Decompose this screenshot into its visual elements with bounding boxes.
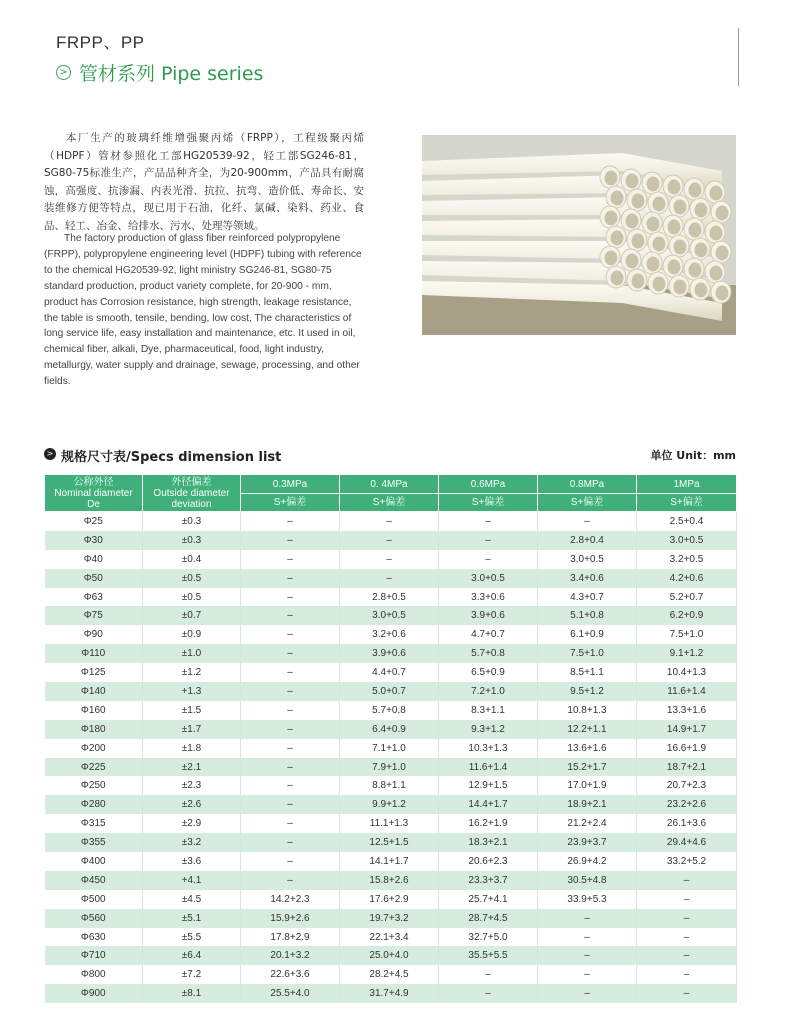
cell-thickness: 4.7+0.7 xyxy=(439,625,538,644)
pipe-bore xyxy=(653,277,666,292)
cell-nominal: Φ180 xyxy=(45,720,143,739)
cell-thickness: 26.1+3.6 xyxy=(637,814,737,833)
pipe-bore xyxy=(632,234,645,249)
pipe-bore xyxy=(611,231,624,246)
cell-thickness: 30.5+4.8 xyxy=(538,871,637,890)
cell-thickness: 3.2+0.6 xyxy=(340,625,439,644)
circle-arrow-icon: > xyxy=(56,65,71,80)
pipe-bore xyxy=(716,206,729,221)
cell-nominal: Φ125 xyxy=(45,663,143,682)
cell-thickness: 15.2+1.7 xyxy=(538,758,637,777)
cell-thickness: 29.4+4.6 xyxy=(637,833,737,852)
cell-deviation: ±5.1 xyxy=(143,909,241,928)
cell-thickness: 11.1+1.3 xyxy=(340,814,439,833)
cell-thickness: – xyxy=(538,965,637,984)
series-title-line xyxy=(56,59,263,86)
cell-thickness: 10.3+1.3 xyxy=(439,739,538,758)
cell-thickness: 8.5+1.1 xyxy=(538,663,637,682)
col-header-pressure: 0.6MPa xyxy=(439,475,538,494)
cell-thickness: 35.5+5.5 xyxy=(439,946,538,965)
cell-thickness: – xyxy=(439,550,538,569)
table-row xyxy=(45,871,737,890)
cell-thickness: 4.2+0.6 xyxy=(637,569,737,588)
cell-thickness: 4.4+0.7 xyxy=(340,663,439,682)
cell-nominal: Φ900 xyxy=(45,984,143,1003)
cell-thickness: – xyxy=(637,909,737,928)
cell-deviation: ±8.1 xyxy=(143,984,241,1003)
cell-deviation: +4.1 xyxy=(143,871,241,890)
cell-thickness: 3.0+0.5 xyxy=(637,531,737,550)
cell-nominal: Φ140 xyxy=(45,682,143,701)
pipe-bore xyxy=(695,283,708,298)
cell-thickness: 5.2+0.7 xyxy=(637,588,737,607)
cell-thickness: 8.3+1.1 xyxy=(439,701,538,720)
cell-thickness: 28.2+4.5 xyxy=(340,965,439,984)
cell-thickness: – xyxy=(241,814,340,833)
intro-english: The factory production of glass fiber reinforced polypropylene (FRPP), polypropylene engineering level (HDPF) tubing with reference to the chemical HG20539-92, light ministry SG246-81, SG80-75 standard production, product variety complete, for 20-900 - mm, product has Corrosion resistance, high strength, leakage resistance, the table is smooth, tensile, bending, low cost, The characteristics of long service life, easy installation and maintenance, etc. It used in oil, chemical fiber, alkali, Dye, pharmaceutical, food, light industry, metallurgy, water supply and drainage, sewage, processing, and other fields. xyxy=(44,233,362,388)
col-header-pressure: 0. 4MPa xyxy=(340,475,439,494)
pipe-bore xyxy=(689,183,702,198)
pipe-bore xyxy=(668,180,681,195)
cell-nominal: Φ110 xyxy=(45,644,143,663)
cell-thickness: – xyxy=(241,569,340,588)
specs-title: 规格尺寸表/Specs dimension list xyxy=(61,450,282,465)
cell-deviation: ±2.9 xyxy=(143,814,241,833)
cell-thickness: – xyxy=(241,682,340,701)
specs-table xyxy=(44,474,737,1003)
cell-thickness: – xyxy=(637,928,737,947)
cell-deviation: ±3.6 xyxy=(143,852,241,871)
pipe-bore xyxy=(647,177,660,192)
cell-thickness: 12.9+1.5 xyxy=(439,776,538,795)
col-subheader: S+偏差 xyxy=(538,494,637,512)
table-row xyxy=(45,588,737,607)
cell-deviation: +1.3 xyxy=(143,682,241,701)
cell-nominal: Φ200 xyxy=(45,739,143,758)
cell-thickness: 13.6+1.6 xyxy=(538,739,637,758)
cell-deviation: ±6.4 xyxy=(143,946,241,965)
cell-thickness: – xyxy=(439,984,538,1003)
cell-nominal: Φ315 xyxy=(45,814,143,833)
cell-nominal: Φ280 xyxy=(45,795,143,814)
cell-thickness: 3.0+0.5 xyxy=(439,569,538,588)
cell-thickness: – xyxy=(241,852,340,871)
table-row xyxy=(45,909,737,928)
brand-label: FRPP、PP xyxy=(56,33,145,52)
pipe-bore xyxy=(674,200,687,215)
cell-thickness: 17.0+1.9 xyxy=(538,776,637,795)
cell-thickness: – xyxy=(241,588,340,607)
pipe-bore xyxy=(611,271,624,286)
cell-thickness: 25.5+4.0 xyxy=(241,984,340,1003)
pipe-bore xyxy=(710,266,723,281)
cell-thickness: – xyxy=(241,739,340,758)
cell-thickness: 23.9+3.7 xyxy=(538,833,637,852)
cell-thickness: 6.2+0.9 xyxy=(637,606,737,625)
pipe-bore xyxy=(605,171,618,186)
col-header-pressure: 0.8MPa xyxy=(538,475,637,494)
pipe-bore xyxy=(710,186,723,201)
cell-thickness: 19.7+3.2 xyxy=(340,909,439,928)
cell-thickness: 25.7+4.1 xyxy=(439,890,538,909)
cell-deviation: ±0.3 xyxy=(143,531,241,550)
cell-thickness: 33.9+5.3 xyxy=(538,890,637,909)
cell-thickness: 15.8+2.6 xyxy=(340,871,439,890)
col-header-pressure: 1MPa xyxy=(637,475,737,494)
cell-nominal: Φ225 xyxy=(45,758,143,777)
cell-thickness: 9.5+1.2 xyxy=(538,682,637,701)
pipe-bore xyxy=(668,260,681,275)
table-row xyxy=(45,928,737,947)
cell-thickness: 33.2+5.2 xyxy=(637,852,737,871)
cell-deviation: ±1.8 xyxy=(143,739,241,758)
col-header-pressure: 0.3MPa xyxy=(241,475,340,494)
cell-deviation: ±3.2 xyxy=(143,833,241,852)
cell-deviation: ±0.5 xyxy=(143,569,241,588)
pipe-bore xyxy=(626,254,639,269)
cell-thickness: 14.4+1.7 xyxy=(439,795,538,814)
cell-thickness: – xyxy=(439,512,538,531)
cell-thickness: 8.8+1.1 xyxy=(340,776,439,795)
cell-thickness: 7.5+1.0 xyxy=(637,625,737,644)
pipe-bore xyxy=(647,217,660,232)
pipe-bore xyxy=(674,280,687,295)
cell-deviation: ±0.5 xyxy=(143,588,241,607)
cell-thickness: 16.2+1.9 xyxy=(439,814,538,833)
cell-nominal: Φ450 xyxy=(45,871,143,890)
cell-thickness: 7.2+1.0 xyxy=(439,682,538,701)
cell-thickness: – xyxy=(538,909,637,928)
col-subheader: S+偏差 xyxy=(241,494,340,512)
cell-thickness: 17.8+2.9 xyxy=(241,928,340,947)
cell-thickness: 16.6+1.9 xyxy=(637,739,737,758)
table-row xyxy=(45,701,737,720)
cell-thickness: 2.8+0.5 xyxy=(340,588,439,607)
cell-thickness: 18.3+2.1 xyxy=(439,833,538,852)
cell-thickness: 31.7+4.9 xyxy=(340,984,439,1003)
cell-thickness: 7.9+1.0 xyxy=(340,758,439,777)
cell-thickness: – xyxy=(637,890,737,909)
cell-nominal: Φ560 xyxy=(45,909,143,928)
cell-thickness: 14.9+1.7 xyxy=(637,720,737,739)
cell-thickness: – xyxy=(637,871,737,890)
cell-nominal: Φ50 xyxy=(45,569,143,588)
pipe-bore xyxy=(653,197,666,212)
col-header-nominal: 公称外径 Nominal diameter De xyxy=(45,475,143,512)
cell-deviation: ±2.6 xyxy=(143,795,241,814)
cell-thickness: 22.6+3.6 xyxy=(241,965,340,984)
cell-thickness: 7.1+1.0 xyxy=(340,739,439,758)
pipe-bore xyxy=(689,223,702,238)
table-row xyxy=(45,606,737,625)
table-row xyxy=(45,833,737,852)
pipe-bore xyxy=(710,226,723,241)
cell-thickness: – xyxy=(538,928,637,947)
cell-thickness: 7.5+1.0 xyxy=(538,644,637,663)
pipe-bore xyxy=(695,243,708,258)
cell-nominal: Φ160 xyxy=(45,701,143,720)
cell-nominal: Φ800 xyxy=(45,965,143,984)
table-row xyxy=(45,682,737,701)
cell-thickness: – xyxy=(241,758,340,777)
cell-thickness: 20.7+2.3 xyxy=(637,776,737,795)
table-row xyxy=(45,531,737,550)
pipe-bore xyxy=(647,257,660,272)
cell-nominal: Φ400 xyxy=(45,852,143,871)
cell-thickness: 3.4+0.6 xyxy=(538,569,637,588)
cell-thickness: – xyxy=(439,965,538,984)
pipe-bore xyxy=(632,274,645,289)
pipe-bore xyxy=(716,246,729,261)
cell-thickness: 21.2+2.4 xyxy=(538,814,637,833)
cell-thickness: 28.7+4.5 xyxy=(439,909,538,928)
cell-nominal: Φ90 xyxy=(45,625,143,644)
cell-thickness: 5.7+0.8 xyxy=(340,701,439,720)
cell-thickness: – xyxy=(538,946,637,965)
specs-header xyxy=(44,446,736,464)
cell-deviation: ±0.3 xyxy=(143,512,241,531)
cell-nominal: Φ75 xyxy=(45,606,143,625)
cell-thickness: 18.9+2.1 xyxy=(538,795,637,814)
pipe-bore xyxy=(695,203,708,218)
cell-thickness: – xyxy=(241,644,340,663)
cell-thickness: 3.0+0.5 xyxy=(538,550,637,569)
cell-deviation: ±2.1 xyxy=(143,758,241,777)
intro-chinese: 本厂生产的玻璃纤维增强聚丙烯（FRPP），工程级聚丙烯（HDPF）管材参照化工部HG20539-92，轻工部SG246-81，SG80-75标准生产，产品品种齐全，为20-900mm，产品具有耐腐蚀，高强度、抗渗漏、内表光滑、抗拉、抗弯、造价低、寿命长、安装维修方便等特点，现已用于石油，化纤、氯碱、染料、药业、食品、轻工、冶金、给排水、污水、处理等领域。 xyxy=(44,132,364,232)
cell-deviation: ±2.3 xyxy=(143,776,241,795)
cell-thickness: – xyxy=(340,569,439,588)
col-subheader: S+偏差 xyxy=(637,494,737,512)
pipe-bore xyxy=(605,251,618,266)
cell-deviation: ±1.0 xyxy=(143,644,241,663)
cell-nominal: Φ250 xyxy=(45,776,143,795)
cell-thickness: 17.6+2.9 xyxy=(340,890,439,909)
cell-thickness: 14.1+1.7 xyxy=(340,852,439,871)
cell-thickness: – xyxy=(538,512,637,531)
pipes-photo-illustration xyxy=(422,135,736,335)
cell-deviation: ±1.5 xyxy=(143,701,241,720)
cell-thickness: 6.1+0.9 xyxy=(538,625,637,644)
cell-thickness: 18.7+2.1 xyxy=(637,758,737,777)
cell-thickness: 4.3+0.7 xyxy=(538,588,637,607)
table-row xyxy=(45,720,737,739)
cell-thickness: – xyxy=(241,795,340,814)
table-row xyxy=(45,795,737,814)
cell-deviation: ±0.4 xyxy=(143,550,241,569)
cell-thickness: – xyxy=(241,871,340,890)
cell-thickness: 20.6+2.3 xyxy=(439,852,538,871)
cell-thickness: 9.1+1.2 xyxy=(637,644,737,663)
cell-thickness: – xyxy=(637,965,737,984)
cell-thickness: – xyxy=(241,606,340,625)
table-row xyxy=(45,890,737,909)
cell-thickness: 3.9+0.6 xyxy=(439,606,538,625)
cell-nominal: Φ710 xyxy=(45,946,143,965)
table-row xyxy=(45,550,737,569)
table-row xyxy=(45,984,737,1003)
cell-thickness: 3.9+0.6 xyxy=(340,644,439,663)
pipe-bore xyxy=(626,174,639,189)
cell-thickness: 5.0+0.7 xyxy=(340,682,439,701)
pipe-bore xyxy=(605,211,618,226)
unit-label: 单位 Unit：mm xyxy=(650,449,736,462)
circle-arrow-icon: > xyxy=(44,448,56,460)
table-row xyxy=(45,644,737,663)
pipe-bore xyxy=(632,194,645,209)
cell-thickness: 23.2+2.6 xyxy=(637,795,737,814)
pipe-bore xyxy=(626,214,639,229)
table-row xyxy=(45,569,737,588)
cell-thickness: 5.1+0.8 xyxy=(538,606,637,625)
cell-thickness: 14.2+2.3 xyxy=(241,890,340,909)
cell-thickness: 10.8+1.3 xyxy=(538,701,637,720)
cell-thickness: 26.9+4.2 xyxy=(538,852,637,871)
cell-nominal: Φ500 xyxy=(45,890,143,909)
cell-thickness: 11.6+1.4 xyxy=(637,682,737,701)
cell-thickness: – xyxy=(241,720,340,739)
table-row xyxy=(45,512,737,531)
col-subheader: S+偏差 xyxy=(340,494,439,512)
cell-thickness: 6.4+0.9 xyxy=(340,720,439,739)
cell-thickness: 25.0+4.0 xyxy=(340,946,439,965)
cell-thickness: – xyxy=(241,663,340,682)
cell-thickness: – xyxy=(241,512,340,531)
cell-deviation: ±0.7 xyxy=(143,606,241,625)
cell-thickness: 3.0+0.5 xyxy=(340,606,439,625)
header-divider xyxy=(738,28,739,86)
pipe-bore xyxy=(668,220,681,235)
cell-thickness: – xyxy=(241,776,340,795)
cell-thickness: 9.9+1.2 xyxy=(340,795,439,814)
cell-thickness: – xyxy=(241,701,340,720)
table-row xyxy=(45,965,737,984)
table-row xyxy=(45,946,737,965)
cell-thickness: 3.2+0.5 xyxy=(637,550,737,569)
cell-thickness: – xyxy=(637,946,737,965)
pipe-bore xyxy=(716,286,729,301)
pipes-photo xyxy=(422,135,736,335)
col-subheader: S+偏差 xyxy=(439,494,538,512)
table-row xyxy=(45,814,737,833)
cell-thickness: – xyxy=(241,550,340,569)
cell-thickness: 23.3+3.7 xyxy=(439,871,538,890)
cell-deviation: ±4.5 xyxy=(143,890,241,909)
cell-thickness: 32.7+5.0 xyxy=(439,928,538,947)
cell-thickness: – xyxy=(538,984,637,1003)
cell-nominal: Φ40 xyxy=(45,550,143,569)
table-row xyxy=(45,625,737,644)
cell-thickness: 11.6+1.4 xyxy=(439,758,538,777)
cell-deviation: ±5.5 xyxy=(143,928,241,947)
cell-thickness: 2.5+0.4 xyxy=(637,512,737,531)
pipe-bore xyxy=(653,237,666,252)
cell-thickness: 12.2+1.1 xyxy=(538,720,637,739)
cell-thickness: – xyxy=(340,550,439,569)
cell-thickness: 5.7+0.8 xyxy=(439,644,538,663)
cell-thickness: – xyxy=(340,531,439,550)
page-header xyxy=(56,28,263,86)
cell-thickness: – xyxy=(241,531,340,550)
cell-thickness: – xyxy=(340,512,439,531)
cell-nominal: Φ630 xyxy=(45,928,143,947)
cell-thickness: – xyxy=(637,984,737,1003)
cell-thickness: 10.4+1.3 xyxy=(637,663,737,682)
cell-thickness: – xyxy=(439,531,538,550)
cell-deviation: ±1.7 xyxy=(143,720,241,739)
cell-deviation: ±0.9 xyxy=(143,625,241,644)
cell-thickness: – xyxy=(241,625,340,644)
cell-nominal: Φ63 xyxy=(45,588,143,607)
cell-thickness: 9.3+1.2 xyxy=(439,720,538,739)
cell-thickness: 2.8+0.4 xyxy=(538,531,637,550)
table-row xyxy=(45,852,737,871)
col-header-deviation: 外径偏差 Outside diameter deviation xyxy=(143,475,241,512)
cell-thickness: 20.1+3.2 xyxy=(241,946,340,965)
table-row xyxy=(45,776,737,795)
pipe-bore xyxy=(611,191,624,206)
table-row xyxy=(45,739,737,758)
cell-thickness: 3.3+0.6 xyxy=(439,588,538,607)
series-title: 管材系列 Pipe series xyxy=(79,63,264,85)
cell-thickness: 12.5+1.5 xyxy=(340,833,439,852)
pipe-bore xyxy=(674,240,687,255)
cell-deviation: ±1.2 xyxy=(143,663,241,682)
cell-nominal: Φ355 xyxy=(45,833,143,852)
table-row xyxy=(45,758,737,777)
cell-deviation: ±7.2 xyxy=(143,965,241,984)
cell-thickness: 13.3+1.6 xyxy=(637,701,737,720)
table-row xyxy=(45,663,737,682)
cell-thickness: 6.5+0.9 xyxy=(439,663,538,682)
cell-nominal: Φ30 xyxy=(45,531,143,550)
cell-nominal: Φ25 xyxy=(45,512,143,531)
cell-thickness: 22.1+3.4 xyxy=(340,928,439,947)
pipe-bore xyxy=(689,263,702,278)
cell-thickness: 15.9+2.6 xyxy=(241,909,340,928)
cell-thickness: – xyxy=(241,833,340,852)
